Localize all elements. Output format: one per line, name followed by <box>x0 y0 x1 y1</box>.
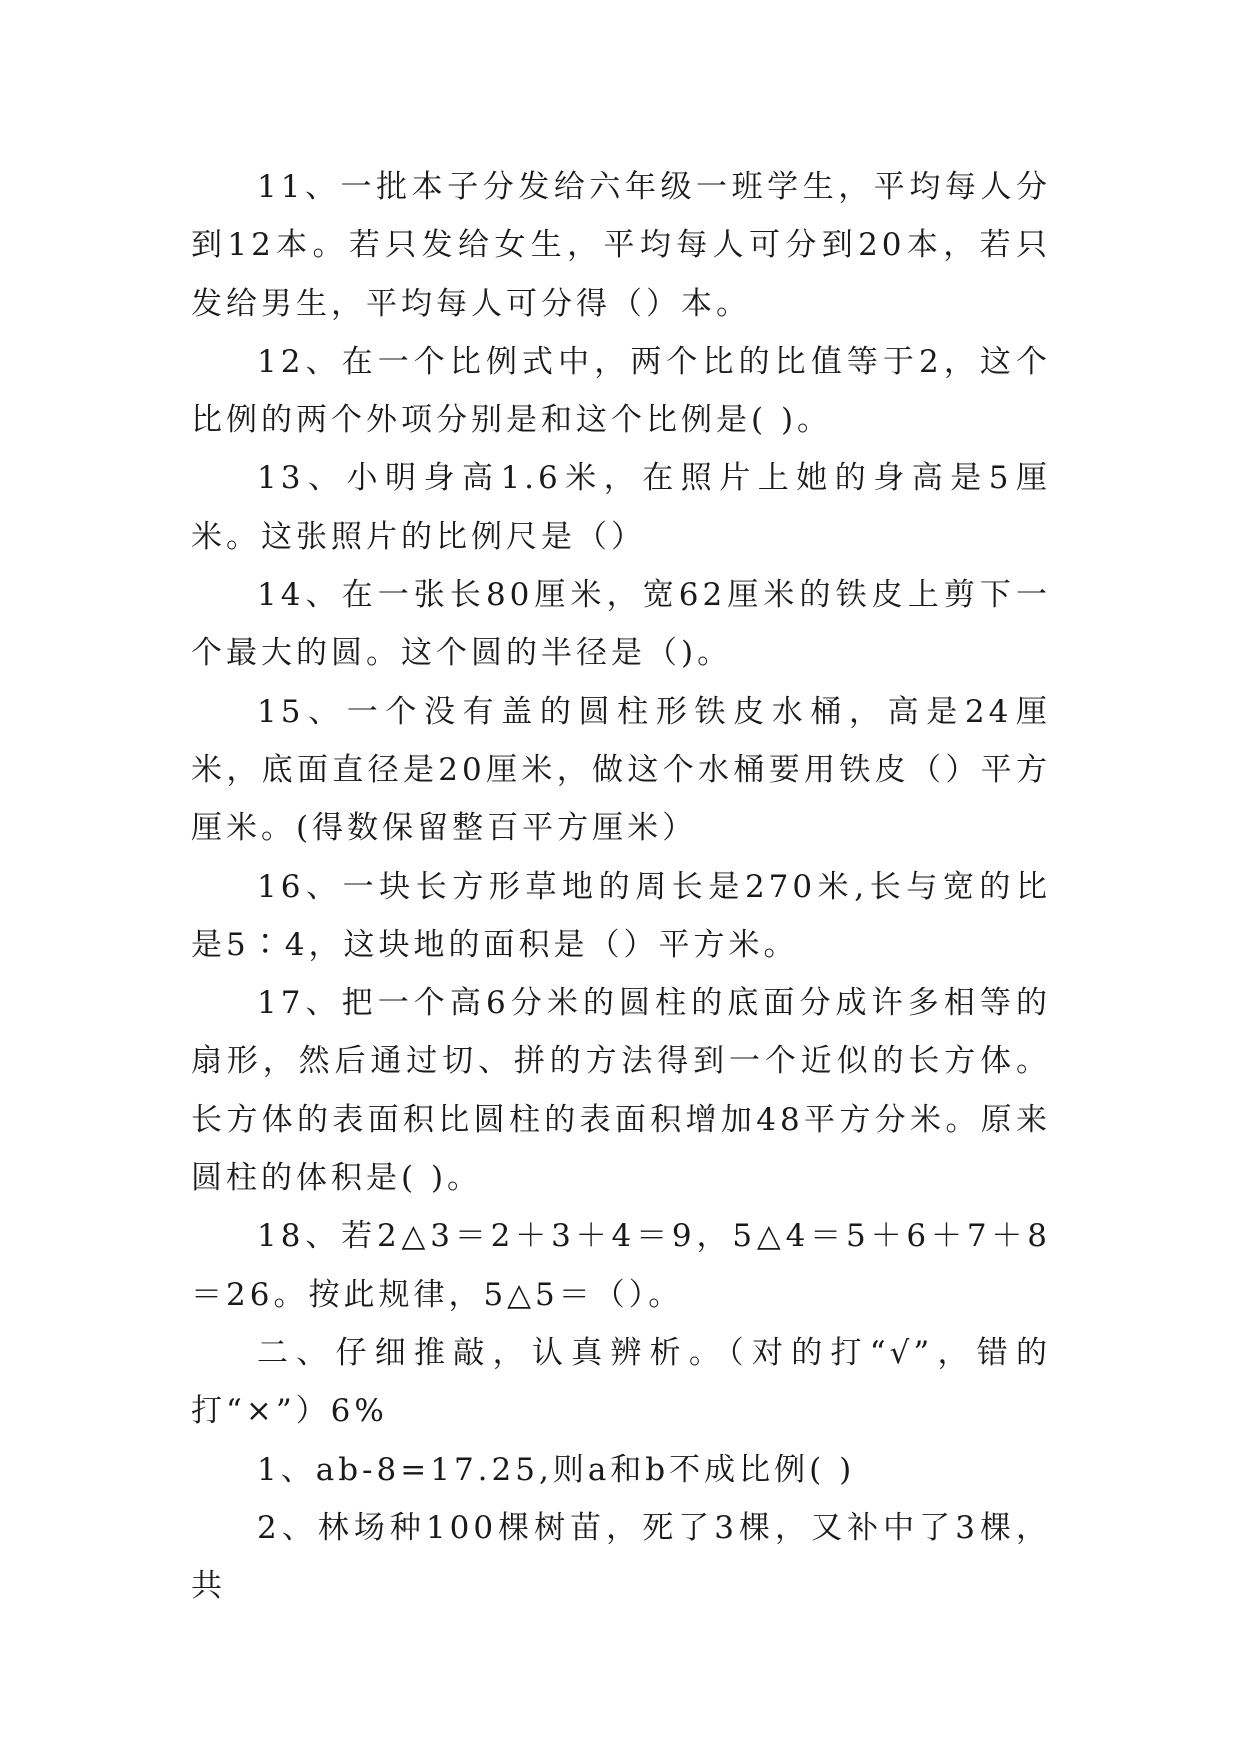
question-17: 17、把一个高6分米的圆柱的底面分成许多相等的扇形，然后通过切、拼的方法得到一个近似的长方体。长方体的表面积比圆柱的表面积增加48平方分米。原来圆柱的体积是( )。 <box>191 985 1051 1197</box>
true-false-item-1: 1、ab-8=17.25,则a和b不成比例( ) <box>257 1451 856 1488</box>
question-12: 12、在一个比例式中，两个比的比值等于2，这个比例的两个外项分别是和这个比例是( )。 <box>191 343 1051 439</box>
question-18: 18、若2△3＝2＋3＋4＝9，5△4＝5＋6＋7＋8＝26。按此规律，5△5＝（）。 <box>191 1218 1051 1313</box>
question-14: 14、在一张长80厘米，宽62厘米的铁皮上剪下一个最大的圆。这个圆的半径是（)。 <box>191 577 1051 672</box>
question-15: 15、一个没有盖的圆柱形铁皮水桶，高是24厘米，底面直径是20厘米，做这个水桶要用铁皮（）平方厘米。(得数保留整百平方厘米） <box>191 693 1051 847</box>
document-body <box>191 158 1051 1615</box>
question-16: 16、一块长方形草地的周长是270米,长与宽的比是5∶4，这块地的面积是（）平方米。 <box>191 868 1051 963</box>
question-11: 11、一批本子分发给六年级一班学生，平均每人分到12本。若只发给女生，平均每人可分到20本，若只发给男生，平均每人可分得（）本。 <box>191 169 1051 322</box>
question-13: 13、小明身高1.6米，在照片上她的身高是5厘米。这张照片的比例尺是（） <box>191 460 1051 555</box>
section-two-heading: 二、仔细推敲，认真辨析。（对的打“√”，错的打“×”）6% <box>191 1334 1051 1430</box>
true-false-item-2: 2、林场种100棵树苗，死了3棵，又补中了3棵，共 <box>191 1509 1051 1605</box>
